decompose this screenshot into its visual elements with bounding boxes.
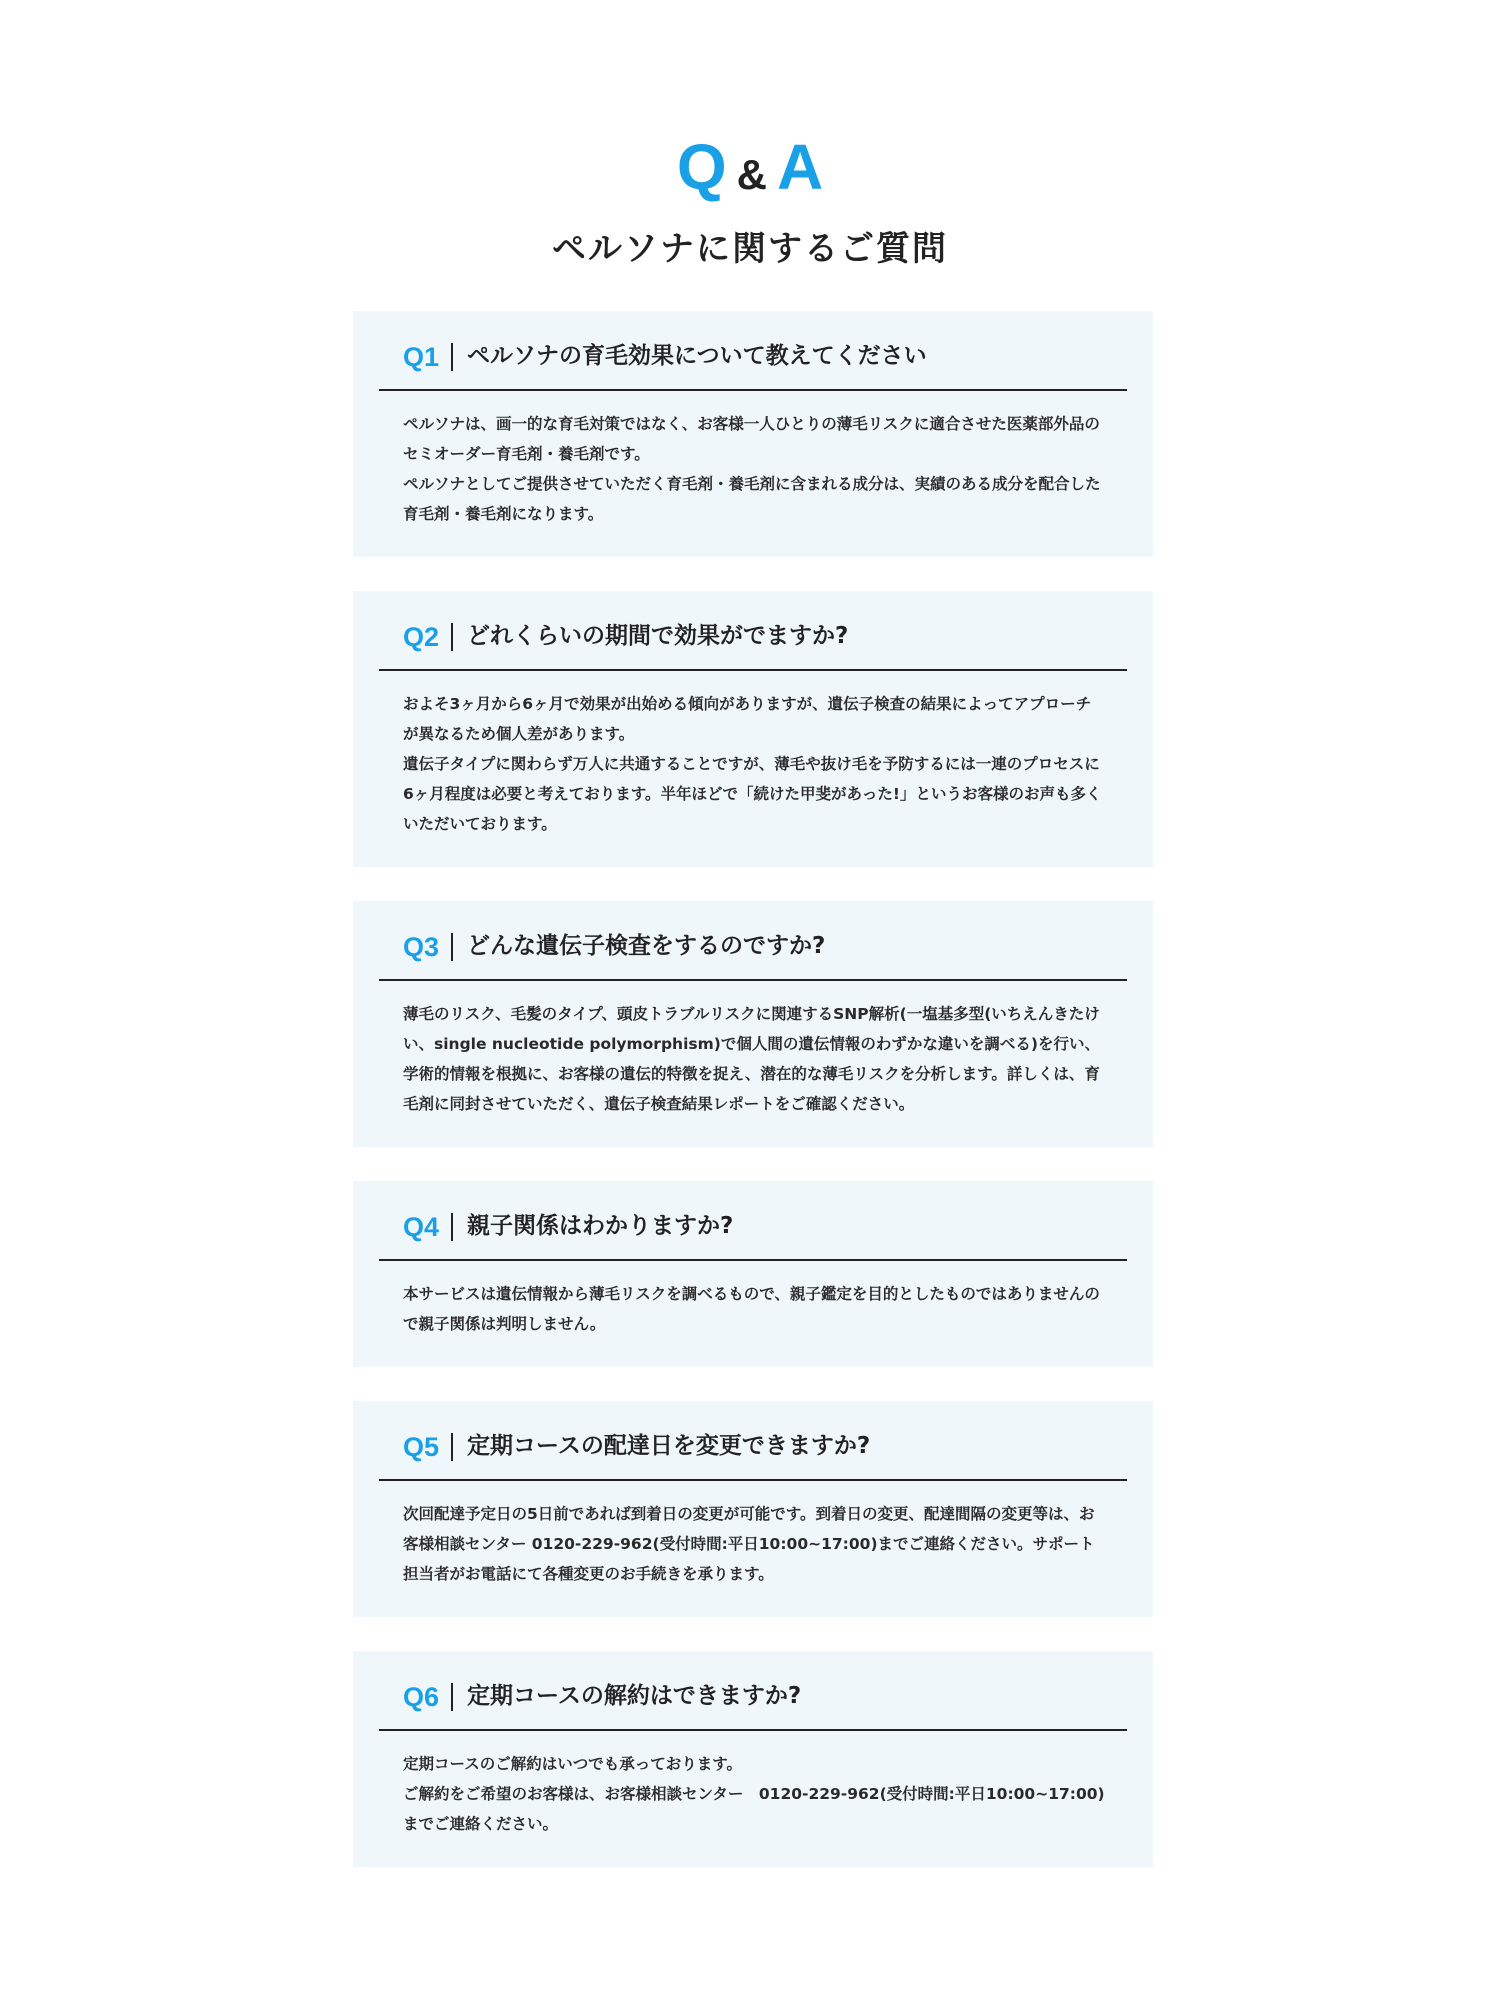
faq-question-row xyxy=(379,1683,1127,1731)
faq-separator xyxy=(451,623,453,651)
faq-answer-paragraph: 定期コースのご解約はいつでも承っております。 xyxy=(403,1755,742,1773)
faq-question: どんな遺伝子検査をするのですか? xyxy=(467,933,826,960)
faq-number: Q5 xyxy=(403,1431,440,1462)
faq-question: 定期コースの解約はできますか? xyxy=(467,1683,802,1710)
faq-answer-paragraph: ペルソナとしてご提供させていただく育毛剤・養毛剤に含まれる成分は、実績のある成分を配合した育毛剤・養毛剤になります。 xyxy=(403,475,1101,523)
faq-answer xyxy=(379,671,1127,839)
faq-separator xyxy=(451,933,453,961)
faq-answer-paragraph: 薄毛のリスク、毛髪のタイプ、頭皮トラブルリスクに関連するSNP解析(一塩基多型(いちえんきたけい、single nucleotide polymorphism)で個人間の遺伝情報のわずかな違いを調べる)を行い、学術的情報を根拠に、お客様の遺伝的特徴を捉え、潜在的な薄毛リスクを分析します。詳しくは、育毛剤に同封させていただく、遺伝子検査結果レポートをご確認ください。 xyxy=(403,1005,1100,1113)
page-title: ペルソナに関するご質問 xyxy=(552,229,948,269)
faq-number: Q2 xyxy=(403,621,440,652)
faq-question-row xyxy=(379,623,1127,671)
faq-question-row xyxy=(379,1213,1127,1261)
faq-answer-paragraph: およそ3ヶ月から6ヶ月で効果が出始める傾向がありますが、遺伝子検査の結果によってアプローチが異なるため個人差があります。 xyxy=(403,695,1092,743)
faq-answer xyxy=(379,391,1127,529)
faq-number: Q4 xyxy=(403,1211,440,1242)
faq-item-q1 xyxy=(353,311,1153,557)
logo-ampersand: & xyxy=(736,151,767,198)
faq-separator xyxy=(451,1683,453,1711)
faq-answer-paragraph: 遺伝子タイプに関わらず万人に共通することですが、薄毛や抜け毛を予防するには一連のプロセスに6ヶ月程度は必要と考えております。半年ほどで「続けた甲斐があった!」というお客様のお声も多くいただいております。 xyxy=(403,755,1102,833)
qa-header xyxy=(0,131,1500,270)
faq-question: どれくらいの期間で効果がでますか? xyxy=(467,623,849,650)
faq-answer xyxy=(379,1261,1127,1339)
faq-answer xyxy=(379,1481,1127,1589)
faq-answer xyxy=(379,1731,1127,1839)
logo-q: Q xyxy=(676,131,727,203)
faq-answer-paragraph: 本サービスは遺伝情報から薄毛リスクを調べるもので、親子鑑定を目的としたものではありませんので親子関係は判明しません。 xyxy=(403,1285,1100,1333)
faq-question-row xyxy=(379,343,1127,391)
faq-separator xyxy=(451,1433,453,1461)
faq-answer-paragraph: ペルソナは、画一的な育毛対策ではなく、お客様一人ひとりの薄毛リスクに適合させた医薬部外品のセミオーダー育毛剤・養毛剤です。 xyxy=(403,415,1100,463)
faq-answer-paragraph: 次回配達予定日の5日前であれば到着日の変更が可能です。到着日の変更、配達間隔の変更等は、お客様相談センター 0120-229-962(受付時間:平日10:00~17:00)までご連絡ください。サポート担当者がお電話にて各種変更のお手続きを承ります。 xyxy=(403,1505,1095,1583)
faq-number: Q6 xyxy=(403,1681,440,1712)
faq-question: 定期コースの配達日を変更できますか? xyxy=(467,1433,871,1460)
faq-item-q4 xyxy=(353,1181,1153,1367)
faq-list xyxy=(353,311,1153,1901)
faq-question-row xyxy=(379,1433,1127,1481)
faq-question: ペルソナの育毛効果について教えてください xyxy=(467,343,927,370)
faq-item-q6 xyxy=(353,1651,1153,1867)
faq-number: Q1 xyxy=(403,341,440,372)
logo-a: A xyxy=(776,131,824,203)
faq-item-q2 xyxy=(353,591,1153,867)
faq-separator xyxy=(451,343,453,371)
faq-answer xyxy=(379,981,1127,1119)
faq-answer-paragraph: ご解約をご希望のお客様は、お客様相談センター 0120-229-962(受付時間:平日10:00~17:00)までご連絡ください。 xyxy=(403,1785,1105,1833)
faq-number: Q3 xyxy=(403,931,440,962)
faq-separator xyxy=(451,1213,453,1241)
faq-question: 親子関係はわかりますか? xyxy=(467,1213,734,1240)
qa-logo xyxy=(676,131,824,203)
faq-item-q3 xyxy=(353,901,1153,1147)
faq-question-row xyxy=(379,933,1127,981)
faq-item-q5 xyxy=(353,1401,1153,1617)
